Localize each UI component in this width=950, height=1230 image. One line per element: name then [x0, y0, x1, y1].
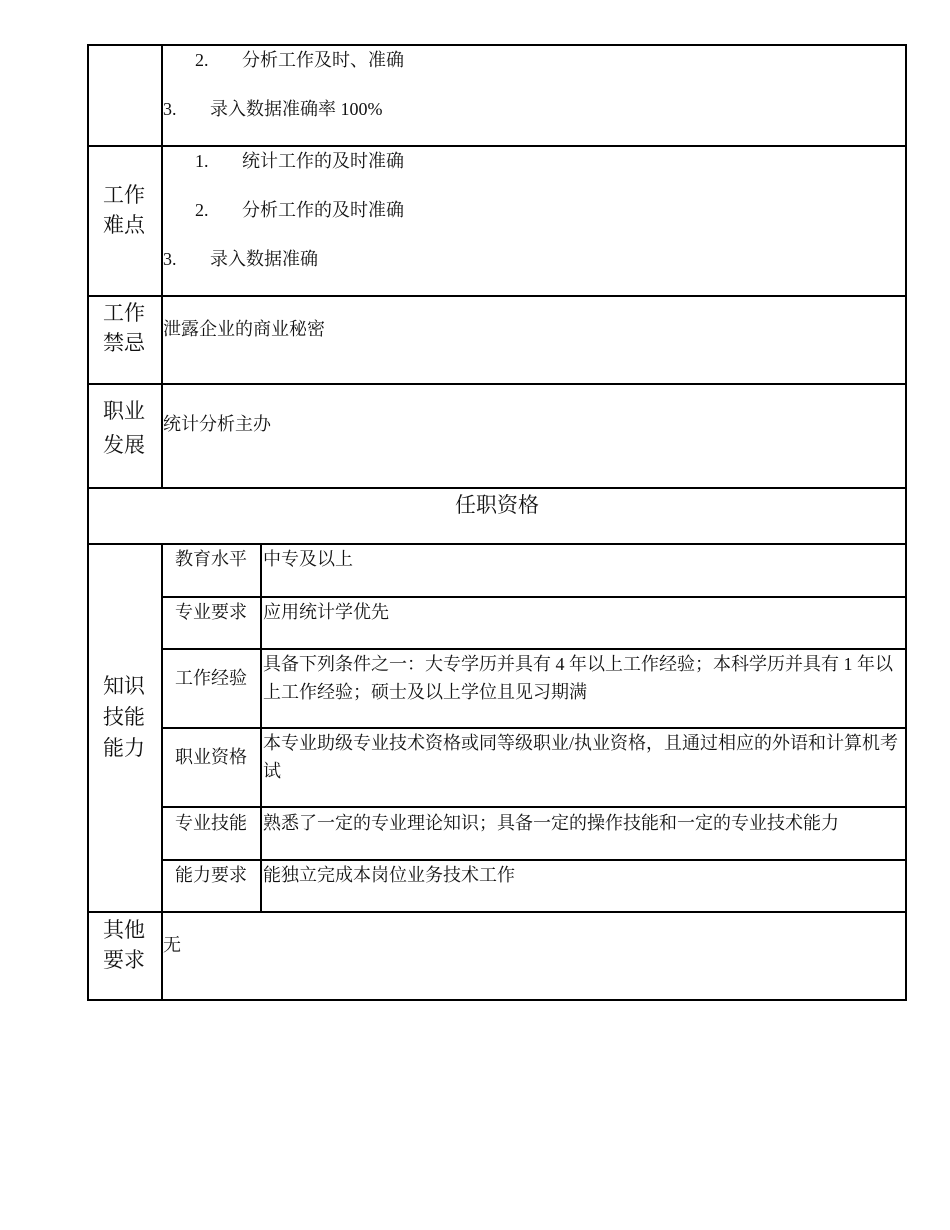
other-text: 无: [163, 935, 181, 955]
label-line: 要求: [103, 948, 145, 972]
label-line: 能力: [103, 736, 145, 760]
label-line: 工作: [103, 183, 145, 207]
table-border-top: [87, 44, 907, 46]
list-item: [195, 200, 404, 220]
career-text: 统计分析主办: [163, 414, 271, 434]
label-line: 技能: [103, 705, 145, 729]
list-item: [195, 151, 404, 171]
row-label-other: [89, 915, 159, 975]
row-label-taboo: [89, 298, 159, 358]
column-divider: [260, 543, 262, 913]
list-item: [195, 50, 404, 70]
row-divider: [87, 487, 907, 489]
taboo-text: 泄露企业的商业秘密: [163, 319, 325, 339]
list-number: 2.: [195, 200, 209, 220]
sublabel-major: 专业要求: [175, 602, 247, 622]
sublabel-experience: 工作经验: [175, 668, 247, 688]
row-label-career: [89, 394, 159, 462]
row-divider: [87, 295, 907, 297]
education-value: 中专及以上: [263, 549, 353, 569]
row-divider: [87, 145, 907, 147]
sublabel-qualification: 职业资格: [175, 747, 247, 767]
list-number: 1.: [195, 151, 209, 171]
table-border-right: [905, 44, 907, 1001]
list-number: 3.: [163, 249, 177, 269]
label-line: 职业: [103, 399, 145, 423]
row-divider: [87, 383, 907, 385]
major-value: 应用统计学优先: [263, 602, 389, 622]
list-number: 2.: [195, 50, 209, 70]
row-divider: [161, 596, 907, 598]
table-border-bottom: [87, 999, 907, 1001]
row-divider: [87, 911, 907, 913]
label-line: 禁忌: [103, 331, 145, 355]
ability-value: 能独立完成本岗位业务技术工作: [263, 865, 515, 885]
label-line: 知识: [103, 674, 145, 698]
row-divider: [87, 543, 907, 545]
sublabel-education: 教育水平: [175, 549, 247, 569]
sublabel-skills: 专业技能: [175, 813, 247, 833]
list-text: 统计工作的及时准确: [242, 151, 404, 171]
label-line: 发展: [103, 433, 145, 457]
list-text: 录入数据准确率 100%: [210, 99, 383, 119]
row-divider: [161, 806, 907, 808]
list-text: 录入数据准确: [210, 249, 318, 269]
row-label-difficulty: [89, 180, 159, 240]
list-item: [163, 99, 383, 119]
label-line: 难点: [103, 213, 145, 237]
label-line: 工作: [103, 301, 145, 325]
sublabel-ability: 能力要求: [175, 865, 247, 885]
list-text: 分析工作的及时准确: [242, 200, 404, 220]
section-heading: 任职资格: [455, 493, 539, 517]
row-label-knowledge: [89, 671, 159, 764]
row-divider: [161, 859, 907, 861]
list-number: 3.: [163, 99, 177, 119]
list-text: 分析工作及时、准确: [242, 50, 404, 70]
skills-value: 熟悉了一定的专业理论知识；具备一定的操作技能和一定的专业技术能力: [263, 813, 839, 833]
experience-value: 具备下列条件之一：大专学历并具有 4 年以上工作经验；本科学历并具有 1 年以上工作经验；硕士及以上学位且见习期满: [263, 654, 893, 702]
label-line: 其他: [103, 918, 145, 942]
list-item: [163, 249, 318, 269]
qualification-value: 本专业助级专业技术资格或同等级职业/执业资格，且通过相应的外语和计算机考试: [263, 733, 898, 781]
